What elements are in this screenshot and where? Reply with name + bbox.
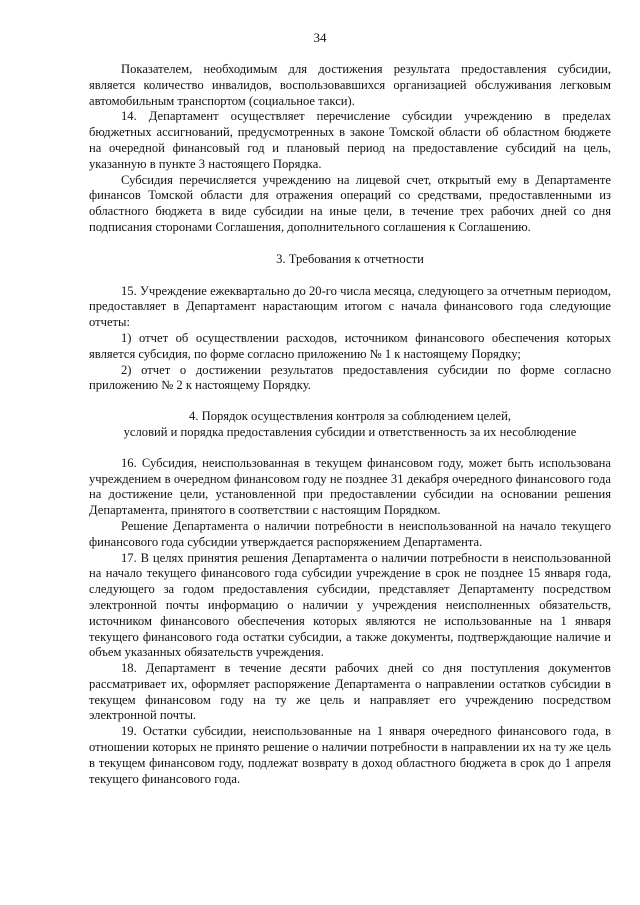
document-body xyxy=(89,62,611,787)
paragraph-15: 15. Учреждение ежеквартально до 20-го числа месяца, следующего за отчетным периодом, предоставляет в Департамент нарастающим итогом с начала финансового года следующие отчеты: xyxy=(89,283,611,330)
paragraph-14: 14. Департамент осуществляет перечисление субсидии учреждению в пределах бюджетных ассигнований, предусмотренных в законе Томской области об областном бюджете на очередной финансовый год и плановый период на предоставление субсидий на цель, указанную в пункте 3 настоящего Порядка. xyxy=(89,109,611,171)
paragraph-16: 16. Субсидия, неиспользованная в текущем финансовом году, может быть использована учреждением в очередном финансовом году не позднее 31 декабря очередного финансового года на достижение цели, установленной при предоставлении субсидии на основании решения Департамента, принятого в соответствии с настоящим Порядком. xyxy=(89,455,611,518)
paragraph-17: 17. В целях принятия решения Департамента о наличии потребности в неиспользованной на начало текущего финансового года субсидии учреждение в срок не позднее 15 января года, следующего за годом предоставления субсидии, представляет Департаменту посредством электронной почты информацию о наличии у учреждения неисполненных обязательств, источником финансового обеспечения которых являются не использованные на 1 января текущего финансового года остатки субсидии, а также документы, подтверждающие наличие и объем указанных обязательств учреждения. xyxy=(89,550,611,660)
page-number: 34 xyxy=(313,30,327,45)
paragraph-15-item-2: 2) отчет о достижении результатов предоставления субсидии по форме согласно приложению № 2 к настоящему Порядку. xyxy=(89,362,611,393)
paragraph-indicator: Показателем, необходимым для достижения результата предоставления субсидии, является количество инвалидов, воспользовавшихся организацией обслуживания легковым автомобильным транспортом (социальное такси). xyxy=(89,62,611,108)
paragraph-15-item-1: 1) отчет об осуществлении расходов, источником финансового обеспечения которых является субсидия, по форме согласно приложению № 1 к настоящему Порядку; xyxy=(89,330,611,361)
section-4-heading-line-1: 4. Порядок осуществления контроля за соблюдением целей, xyxy=(189,409,511,424)
paragraph-19: 19. Остатки субсидии, неиспользованные на 1 января очередного финансового года, в отношении которых не принято решение о наличии потребности в направлении их на ту же цель в текущем финансовом году, подлежат возврату в доход областного бюджета в срок до 1 апреля текущего финансового года. xyxy=(89,724,611,786)
paragraph-subsidy-transfer: Субсидия перечисляется учреждению на лицевой счет, открытый ему в Департаменте финансов Томской области для отражения операций со средствами, предоставленными из областного бюджета в виде субсидии на иные цели, в течение трех рабочих дней со дня подписания сторонами Соглашения, дополнительного соглашения к Соглашению. xyxy=(89,172,611,234)
section-3-heading: 3. Требования к отчетности xyxy=(276,251,424,266)
paragraph-18: 18. Департамент в течение десяти рабочих дней со дня поступления документов рассматривает их, оформляет распоряжение Департамента о направлении остатков субсидии в текущем финансовом году на ту же цель и направляет его учреждению посредством электронной почты. xyxy=(89,661,611,723)
section-4-heading-line-2: условий и порядка предоставления субсидии и ответственность за их несоблюдение xyxy=(123,424,577,439)
paragraph-decision: Решение Департамента о наличии потребности в неиспользованной на начало текущего финансового года субсидии утверждается распоряжением Департамента. xyxy=(89,518,611,549)
